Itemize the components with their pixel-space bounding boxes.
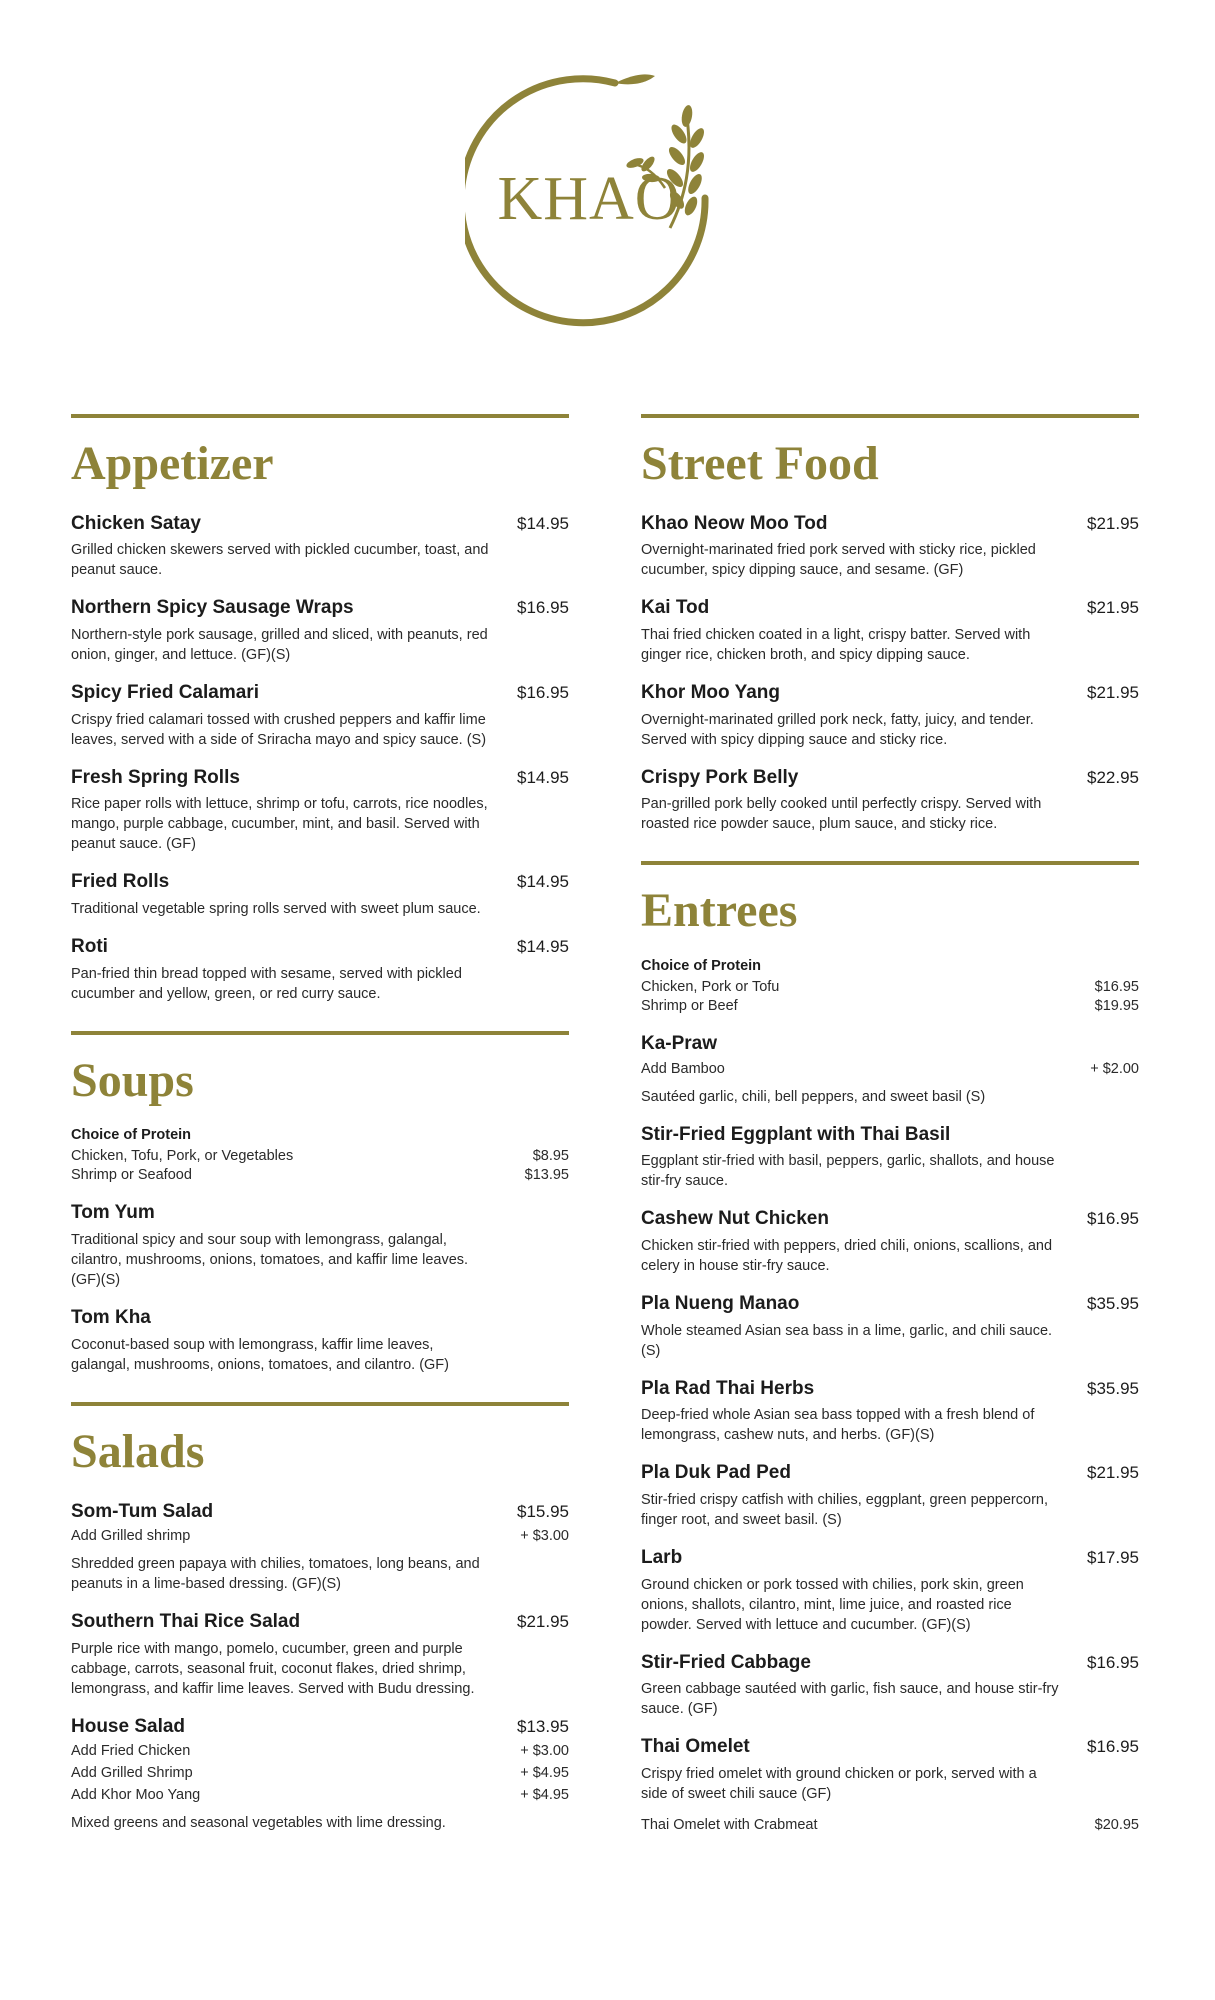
menu-item-description: Rice paper rolls with lettuce, shrimp or tofu, carrots, rice noodles, mango, purple cabbage, cucumber, mint, and basil. Served with peanut sauce. (GF) [71,796,488,853]
menu-item-price: $13.95 [517,1716,569,1736]
menu-item-description: Traditional vegetable spring rolls served with sweet plum sauce. [71,901,481,917]
menu-item-description: Sautéed garlic, chili, bell peppers, and sweet basil (S) [641,1088,986,1105]
menu-item-header [71,595,569,621]
menu-item-header [641,1460,1139,1486]
menu-item-tom-kha [71,1305,569,1375]
protein-label: Choice of Protein [71,1127,192,1144]
menu-item-price: $16.95 [1087,1737,1139,1757]
protein-price: $13.95 [524,1167,569,1184]
section-divider [641,861,1139,865]
menu-item-name: Crispy Pork Belly [641,766,799,788]
protein-option [71,1166,569,1185]
menu-item-cashew-nut-chicken [641,1206,1139,1276]
protein-name: Shrimp or Seafood [71,1167,192,1184]
menu-item-name: Ka-Praw [641,1033,718,1055]
menu-item-description: Pan-grilled pork belly cooked until perfectly crispy. Served with roasted rice powder sauce, plum sauce, and sticky rice. [641,796,1042,833]
menu-item-header [71,1499,569,1525]
menu-item-stir-fried-eggplant-with-thai-basil [641,1122,1139,1192]
add-on-option [71,1764,569,1783]
menu-item-fried-rolls [71,869,569,919]
menu-item-header [641,1031,1139,1057]
menu-item-description: Shredded green papaya with chilies, tomatoes, long beans, and peanuts in a lime-based dressing. (GF)(S) [71,1556,480,1593]
menu-item-chicken-satay [71,511,569,581]
right-column [641,414,1139,1850]
add-on-option [71,1742,569,1761]
menu-item-price: $16.95 [517,598,569,618]
add-on-option [71,1786,569,1805]
menu-item-header [71,934,569,960]
menu-item-header [641,1734,1139,1760]
menu-item-price: $17.95 [1087,1548,1139,1567]
menu-item-ka-praw [641,1031,1139,1107]
menu-item-description: Green cabbage sautéed with garlic, fish sauce, and house stir-fry sauce. (GF) [641,1681,1059,1718]
menu-item-description: Ground chicken or pork tossed with chilies, pork skin, green onions, shallots, cilantro, mint, lime juice, and roasted rice powder. Served with lettuce and cucumber. (GF)(S) [641,1576,1024,1633]
menu-item-price: $21.95 [1087,1463,1139,1483]
menu-item-description: Crispy fried calamari tossed with crushed peppers and kaffir lime leaves, served with a side of Sriracha mayo and spicy sauce. (S) [71,711,487,748]
menu-section-street-food [641,414,1139,834]
menu-item-header [71,1305,569,1331]
menu-section-appetizer [71,414,569,1004]
menu-item-header [641,1291,1139,1317]
menu-item-description: Overnight-marinated fried pork served with sticky rice, pickled cucumber, spicy dipping sauce, and sesame. (GF) [641,542,1036,579]
menu-item-southern-thai-rice-salad [71,1609,569,1699]
protein-price: $8.95 [532,1148,569,1165]
menu-item-header [641,765,1139,791]
menu-item-price: $21.95 [1087,683,1139,703]
variant-name: Thai Omelet with Crabmeat [641,1816,818,1833]
add-on-option [641,1060,1139,1079]
menu-item-pla-rad-thai-herbs [641,1376,1139,1446]
menu-item-price: $16.95 [1087,1652,1139,1672]
menu-item-description: Eggplant stir-fried with basil, peppers, garlic, shallots, and house stir-fry sauce. [641,1153,1055,1190]
menu-item-name: Tom Kha [71,1307,151,1329]
menu-item-name: Stir-Fried Cabbage [641,1651,811,1673]
section-spacer [641,849,1139,861]
menu-item-header [641,1122,1139,1148]
protein-label: Choice of Protein [641,958,762,975]
menu-item-khor-moo-yang [641,680,1139,750]
section-title: Street Food [641,437,879,490]
section-spacer [71,1390,569,1402]
menu-item-description: Mixed greens and seasonal vegetables with lime dressing. [71,1815,446,1832]
menu-item-name: Northern Spicy Sausage Wraps [71,597,354,619]
section-title: Appetizer [71,437,274,490]
menu-item-name: Kai Tod [641,597,710,619]
menu-item-header [641,1650,1139,1676]
menu-item-pla-nueng-manao [641,1291,1139,1361]
add-on-price: + $3.00 [520,1528,569,1545]
section-divider [71,1402,569,1406]
menu-item-description: Crispy fried omelet with ground chicken or pork, served with a side of sweet chili sauce (GF) [641,1765,1037,1802]
menu-item-stir-fried-cabbage [641,1650,1139,1720]
menu-item-price: $14.95 [517,937,569,956]
menu-item-name: Khor Moo Yang [641,682,780,704]
menu-item-price: $21.95 [1087,598,1139,618]
section-title: Entrees [641,884,798,938]
logo-text: KHAO [497,165,681,233]
menu-item-price: $16.95 [1087,1209,1139,1229]
menu-section-soups [71,1019,569,1375]
restaurant-logo [465,68,755,343]
menu-item-larb [641,1545,1139,1635]
menu-item-description: Grilled chicken skewers served with pickled cucumber, toast, and peanut sauce. [71,542,489,579]
add-on-name: Add Khor Moo Yang [71,1787,201,1804]
menu-item-name: Som-Tum Salad [71,1500,214,1522]
menu-item-tom-yum [71,1200,569,1290]
menu-item-description: Traditional spicy and sour soup with lemongrass, galangal, cilantro, mushrooms, onions, tomatoes, and kaffir lime leaves. (GF)(S) [71,1232,469,1289]
protein-name: Shrimp or Beef [641,998,738,1015]
menu-item-header [641,511,1139,537]
menu-item-description: Coconut-based soup with lemongrass, kaffir lime leaves, galangal, mushrooms, onions, tomatoes, and cilantro. (GF) [71,1336,449,1373]
protein-name: Chicken, Tofu, Pork, or Vegetables [71,1148,294,1165]
menu-item-price: $14.95 [517,513,569,533]
menu-item-header [71,511,569,537]
add-on-price: + $4.95 [520,1765,569,1782]
menu-item-header [71,1714,569,1740]
menu-item-name: Thai Omelet [641,1736,750,1758]
menu-item-name: Khao Neow Moo Tod [641,512,828,534]
section-spacer [71,1019,569,1031]
menu-item-price: $22.95 [1087,767,1139,787]
menu-item-roti [71,934,569,1004]
menu-item-header [641,1376,1139,1402]
menu-item-khao-neow-moo-tod [641,511,1139,581]
menu-item-header [71,1200,569,1226]
left-column [71,414,569,1848]
menu-item-price: $14.95 [517,872,569,892]
protein-name: Chicken, Pork or Tofu [641,979,780,996]
menu-item-description: Purple rice with mango, pomelo, cucumber, green and purple cabbage, carrots, seasonal fruit, coconut flakes, dried shrimp, lemongrass, and kaffir lime leaves. Served with Budu dressing. [71,1640,475,1697]
variant-price: $20.95 [1094,1816,1139,1833]
menu-item-description: Stir-fried crispy catfish with chilies, eggplant, green peppercorn, finger root, and sweet basil. (S) [641,1492,1048,1528]
menu-item-som-tum-salad [71,1499,569,1595]
menu-item-name: Fresh Spring Rolls [71,766,240,788]
menu-item-description: Overnight-marinated grilled pork neck, fatty, juicy, and tender. Served with spicy dipping sauce and sticky rice. [641,711,1034,748]
menu-item-thai-omelet [641,1734,1139,1835]
menu-item-name: Stir-Fried Eggplant with Thai Basil [641,1123,951,1145]
menu-item-name: Fried Rolls [71,871,170,893]
menu-section-entrees [641,849,1139,1835]
menu-item-price: $15.95 [517,1501,569,1521]
menu-item-spicy-fried-calamari [71,680,569,750]
protein-price: $16.95 [1094,979,1139,996]
menu-item-price: $35.95 [1087,1294,1139,1314]
menu-item-header [71,765,569,791]
menu-section-salads [71,1390,569,1834]
menu-item-crispy-pork-belly [641,765,1139,835]
menu-item-name: Tom Yum [71,1202,155,1224]
add-on-price: + $2.00 [1090,1060,1139,1077]
menu-item-name: Spicy Fried Calamari [71,682,259,704]
add-on-name: Add Bamboo [641,1060,725,1077]
menu-item-northern-spicy-sausage-wraps [71,595,569,665]
menu-item-header [71,869,569,895]
menu-item-header [71,1609,569,1635]
menu-item-header [641,595,1139,621]
menu-item-house-salad [71,1714,569,1834]
menu-item-name: House Salad [71,1715,186,1737]
menu-item-name: Cashew Nut Chicken [641,1208,829,1230]
protein-option [71,1147,569,1166]
protein-option [641,978,1139,997]
add-on-option [71,1527,569,1546]
protein-choices [71,1127,569,1185]
menu-item-header [641,1206,1139,1232]
menu-item-name: Southern Thai Rice Salad [71,1611,301,1633]
section-title: Soups [71,1053,194,1107]
add-on-name: Add Grilled Shrimp [71,1765,193,1782]
section-divider [641,414,1139,418]
section-divider [71,1031,569,1035]
menu-item-description: Northern-style pork sausage, grilled and sliced, with peanuts, red onion, ginger, and lettuce. (GF)(S) [71,627,488,664]
menu-item-price: $14.95 [517,767,569,787]
menu-item-kai-tod [641,595,1139,665]
add-on-name: Add Fried Chicken [71,1743,191,1760]
menu-item-fresh-spring-rolls [71,765,569,855]
menu-item-name: Pla Duk Pad Ped [641,1462,791,1484]
menu-item-description: Whole steamed Asian sea bass in a lime, garlic, and chili sauce. (S) [641,1322,1053,1359]
section-title: Salads [71,1424,205,1478]
variant-option [641,1816,1139,1835]
menu-item-description: Pan-fried thin bread topped with sesame, served with pickled cucumber and yellow, green, or red curry sauce. [71,965,462,1002]
menu-item-price: $16.95 [517,683,569,703]
menu-item-description: Deep-fried whole Asian sea bass topped with a fresh blend of lemongrass, cashew nuts, and herbs. (GF)(S) [641,1407,1035,1444]
menu-item-name: Roti [71,936,108,957]
menu-item-name: Chicken Satay [71,512,201,534]
menu-item-header [641,1545,1139,1571]
menu-item-header [71,680,569,706]
menu-item-header [641,680,1139,706]
menu-item-price: $21.95 [1087,513,1139,533]
menu-item-name: Larb [641,1547,683,1568]
menu-item-price: $21.95 [517,1612,569,1632]
protein-price: $19.95 [1094,998,1139,1015]
protein-choices [641,958,1139,1016]
menu-item-description: Thai fried chicken coated in a light, crispy batter. Served with ginger rice, chicken broth, and spicy dipping sauce. [641,627,1031,664]
section-divider [71,414,569,418]
add-on-name: Add Grilled shrimp [71,1528,191,1545]
protein-option [641,997,1139,1016]
menu-item-name: Pla Rad Thai Herbs [641,1377,815,1399]
menu-item-name: Pla Nueng Manao [641,1293,800,1315]
menu-item-pla-duk-pad-ped [641,1460,1139,1530]
add-on-price: + $4.95 [520,1787,569,1804]
menu-item-description: Chicken stir-fried with peppers, dried chili, onions, scallions, and celery in house stir-fry sauce. [641,1238,1053,1275]
menu-item-price: $35.95 [1087,1378,1139,1398]
add-on-price: + $3.00 [520,1743,569,1760]
